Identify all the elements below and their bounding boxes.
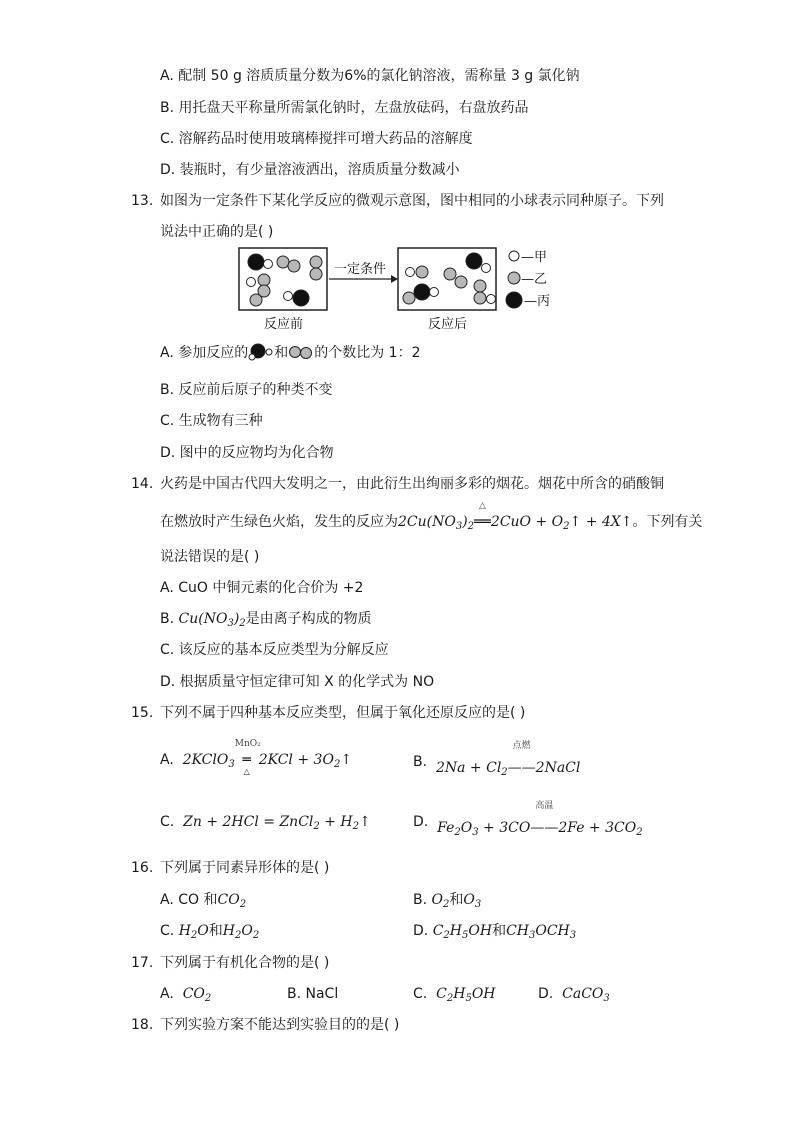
q14-eq-right: 2CuO + O xyxy=(490,514,564,530)
q15-a-eq-right: 2KCl + 3O xyxy=(258,752,334,768)
atom-yi xyxy=(288,260,300,272)
q15-a-eq-left: 2KClO xyxy=(182,752,229,768)
q13-option-a-prefix: A. 参加反应的 xyxy=(160,345,249,361)
q13-option-c: C. 生成物有三种 xyxy=(160,413,263,429)
q14-option-c: C. 该反应的基本反应类型为分解反应 xyxy=(160,642,389,658)
q15-option-b: B. $2Na + Cl_2$ 点燃 ——2NaCl xyxy=(413,752,580,777)
legend-bing-label: —丙 xyxy=(524,294,551,309)
q13-option-b: B. 反应前后原子的种类不变 xyxy=(160,382,333,398)
q14-option-d: D. 根据质量守恒定律可知 X 的化学式为 NO xyxy=(160,674,435,690)
atom-jia xyxy=(487,295,496,304)
q17-option-c: C. $C_2H_5OH$ xyxy=(413,986,496,1004)
q15-d-cond: 高温 xyxy=(535,801,554,811)
q17-option-c-label: C. xyxy=(413,986,428,1002)
q16-option-b-label: B. xyxy=(413,892,428,908)
q17-number: 17. xyxy=(131,955,154,971)
q15-b-cond: 点燃 xyxy=(512,741,531,751)
q15-c-eq-tail: + H xyxy=(319,814,353,830)
q14-option-b-formula: Cu(NO xyxy=(178,611,228,627)
q15-stem: 下列不属于四种基本反应类型，但属于氧化还原反应的是( ) xyxy=(160,705,526,721)
q16-option-c-and: 和 xyxy=(208,923,223,939)
q16-option-c: C. $H_2O$和$H_2O_2$ xyxy=(160,923,260,941)
q14-option-b: B. $Cu(NO_3)_2$是由离子构成的物质 xyxy=(160,611,372,629)
q14-equation: $2Cu(NO_3)_2$ △ ══2CuO + $O_2↑$ + 4X↑ xyxy=(398,514,632,530)
q14-stem-line2-text: 在燃放时产生绿色火焰，发生的反应为 xyxy=(160,514,398,530)
atom-yi xyxy=(403,292,415,304)
q15-number: 15. xyxy=(131,705,154,721)
molecule-bing-jia-icon xyxy=(248,343,274,361)
atom-yi xyxy=(277,256,289,268)
q15-d-eq-co: + 3CO xyxy=(478,820,531,836)
q16-option-d-label: D. xyxy=(413,923,429,939)
q13-option-a xyxy=(160,343,421,363)
legend-bing-icon xyxy=(506,292,522,308)
q14-stem-line1: 火药是中国古代四大发明之一，由此衍生出绚丽多彩的烟花。烟花中所含的硝酸铜 xyxy=(160,476,664,492)
legend-jia-label: —甲 xyxy=(521,250,548,265)
q13-option-d: D. 图中的反应物均为化合物 xyxy=(160,445,334,461)
q13-number: 13. xyxy=(131,193,154,209)
q18-number: 18. xyxy=(131,1017,154,1033)
q16-option-d-and: 和 xyxy=(492,923,507,939)
atom-bing xyxy=(248,254,264,270)
q14-eq-sign: △ ══ xyxy=(474,512,491,532)
q14-stem-line3: 说法错误的是( ) xyxy=(160,549,260,565)
atom-yi xyxy=(258,285,270,297)
q17-option-a: A. $CO_2$ xyxy=(160,986,212,1004)
q15-option-c: C. Zn + 2HCl = ZnCl$_2$ + $H_2↑$ xyxy=(160,814,371,832)
q15-a-cond-bottom: △ xyxy=(243,767,250,776)
q14-eq-condition: △ xyxy=(479,501,486,511)
reaction-diagram xyxy=(236,246,551,332)
q15-option-a: A. 2KClO$_3$ MnO₂ ═ △ $2KCl + 3O_2↑$ xyxy=(160,750,352,775)
q14-stem-line2-end: 。下列有关 xyxy=(632,514,703,530)
q15-option-d-label: D. xyxy=(413,814,429,830)
atom-yi xyxy=(444,268,456,280)
reaction-diagram-svg xyxy=(236,246,551,332)
q15-a-cond-top: MnO₂ xyxy=(234,739,261,749)
q17-stem: 下列属于有机化合物的是( ) xyxy=(160,955,330,971)
atom-yi xyxy=(455,276,467,288)
q15-option-d: D. $Fe_2O_3 + 3CO$ 高温 ——2Fe + $3CO_2$ xyxy=(413,812,643,837)
atom-bing xyxy=(414,284,430,300)
atom-yi xyxy=(310,256,322,268)
atom-yi xyxy=(258,274,270,286)
q14-option-a: A. CuO 中铜元素的化合价为 +2 xyxy=(160,580,364,596)
q15-option-a-label: A. xyxy=(160,752,174,768)
q16-option-a: A. CO 和$CO_2$ xyxy=(160,892,247,910)
molecule-yi-yi-icon xyxy=(288,343,314,361)
q12-option-a: A. 配制 50 g 溶质质量分数为6%的氯化钠溶液，需称量 3 g 氯化钠 xyxy=(160,68,580,84)
q14-eq-left: 2Cu(NO xyxy=(398,514,456,530)
atom-bing xyxy=(293,290,309,306)
q16-stem: 下列属于同素异形体的是( ) xyxy=(160,860,330,876)
q16-option-a-label: A. CO 和 xyxy=(160,892,218,908)
q16-option-b-and: 和 xyxy=(449,892,464,908)
atom-yi xyxy=(474,292,486,304)
atom-jia xyxy=(430,288,439,297)
q12-option-b: B. 用托盘天平称量所需氯化钠时，左盘放砝码，右盘放药品 xyxy=(160,100,529,116)
q18-stem: 下列实验方案不能达到实验目的的是( ) xyxy=(160,1017,400,1033)
q15-c-eq: Zn + 2HCl = ZnCl xyxy=(183,814,314,830)
q16-option-d: D. $C_2H_5OH$和$CH_3OCH_3$ xyxy=(413,923,577,941)
q14-number: 14. xyxy=(131,476,154,492)
before-label: 反应前 xyxy=(264,317,304,332)
q13-stem-line1: 如图为一定条件下某化学反应的微观示意图，图中相同的小球表示同种原子。下列 xyxy=(160,193,664,209)
legend-yi-icon xyxy=(508,272,520,284)
atom-yi xyxy=(474,280,486,292)
q15-option-b-label: B. xyxy=(413,754,428,770)
legend-jia-icon xyxy=(509,251,519,261)
atom-yi xyxy=(310,268,322,280)
q14-option-b-text: 是由离子构成的物质 xyxy=(245,611,372,627)
legend-yi-label: —乙 xyxy=(521,272,548,287)
atom-jia xyxy=(284,292,293,301)
q15-option-c-label: C. xyxy=(160,814,175,830)
q15-b-eq-right: 2NaCl xyxy=(535,760,581,776)
q13-stem-line2: 说法中正确的是( ) xyxy=(160,224,274,240)
q12-option-d: D. 装瓶时，有少量溶液洒出，溶质质量分数减小 xyxy=(160,162,460,178)
arrow-condition-label: 一定条件 xyxy=(334,262,387,277)
q15-d-eq-fe: Fe xyxy=(437,820,455,836)
atom-bing xyxy=(466,253,482,269)
atom-jia xyxy=(406,268,415,277)
q12-option-c: C. 溶解药品时使用玻璃棒搅拌可增大药品的溶解度 xyxy=(160,131,473,147)
q15-d-eq-o: O xyxy=(460,820,473,836)
after-label: 反应后 xyxy=(428,317,468,332)
q17-option-d: D. CaCO$_3$ xyxy=(538,986,610,1004)
q13-option-a-and: 和 xyxy=(274,345,289,361)
q15-b-eq-left: 2Na + Cl xyxy=(435,760,502,776)
atom-yi xyxy=(416,266,428,278)
reaction-arrow-head xyxy=(391,275,398,283)
q17-option-b: B. NaCl xyxy=(287,986,339,1002)
q16-option-c-label: C. xyxy=(160,923,175,939)
q14-stem-line2 xyxy=(160,501,703,537)
atom-jia xyxy=(264,260,273,269)
q15-d-eq-right: 2Fe + 3CO xyxy=(558,820,637,836)
q17-option-d-label: D. xyxy=(538,986,554,1002)
atom-jia xyxy=(482,264,491,273)
q16-number: 16. xyxy=(131,860,154,876)
q17-option-a-label: A. xyxy=(160,986,174,1002)
q14-eq-tail: ↑ + 4X↑ xyxy=(569,514,633,530)
q13-option-a-suffix: 的个数比为 1：2 xyxy=(314,345,421,361)
q16-option-b: B. $O_2$和$O_3$ xyxy=(413,892,482,910)
atom-jia xyxy=(247,278,256,287)
